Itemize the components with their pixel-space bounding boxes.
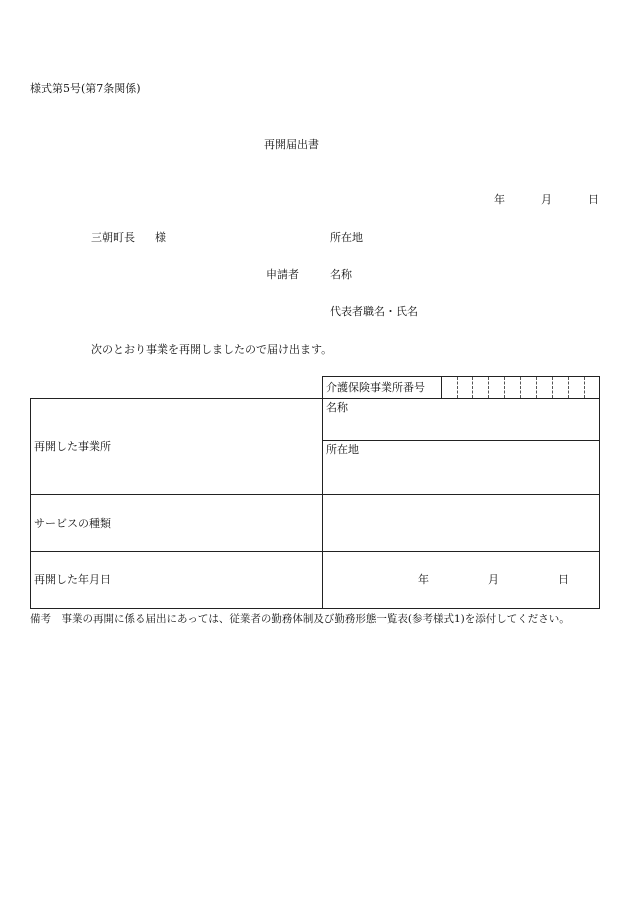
table-line-right: [599, 376, 600, 609]
table-line-insurance-label-end: [441, 376, 442, 399]
table-line-middle: [322, 376, 323, 609]
table-line-name-address: [322, 440, 600, 441]
table-line-top-insurance: [322, 376, 600, 377]
digit-divider: [504, 377, 505, 398]
table-line-top-main: [30, 398, 600, 399]
digit-divider: [584, 377, 585, 398]
reopened-office-label: 再開した事業所: [34, 440, 111, 453]
applicant-name-label: 名称: [330, 268, 352, 281]
digit-divider: [536, 377, 537, 398]
digit-divider: [520, 377, 521, 398]
remarks: 備考 事業の再開に係る届出にあっては、従業者の勤務体制及び勤務形態一覧表(参考様式1)を添付してください。: [30, 613, 570, 625]
reopen-date-label: 再開した年月日: [34, 573, 111, 586]
applicant-address-label: 所在地: [330, 231, 363, 244]
digit-divider: [552, 377, 553, 398]
reopen-date-year-label: 年: [418, 573, 429, 586]
statement: 次のとおり事業を再開しましたので届け出ます。: [91, 343, 333, 356]
office-name-label: 名称: [326, 401, 348, 414]
digit-divider: [457, 377, 458, 398]
applicant-label: 申請者: [266, 268, 299, 281]
insurance-number-label: 介護保険事業所番号: [326, 381, 425, 394]
reopen-date-day-label: 日: [558, 573, 569, 586]
table-line-bottom: [30, 608, 600, 609]
service-type-label: サービスの種類: [34, 517, 111, 530]
digit-divider: [568, 377, 569, 398]
date-year-label: 年: [494, 193, 505, 206]
addressee-name: 三朝町長: [91, 231, 135, 244]
reopen-date-month-label: 月: [488, 573, 499, 586]
digit-divider: [472, 377, 473, 398]
applicant-representative-label: 代表者職名・氏名: [330, 305, 418, 318]
addressee-honorific: 様: [155, 231, 166, 244]
document-title: 再開届出書: [264, 138, 319, 151]
office-address-label: 所在地: [326, 443, 359, 456]
date-month-label: 月: [541, 193, 552, 206]
date-day-label: 日: [588, 193, 599, 206]
table-line-office-service: [30, 494, 600, 495]
form-table: [30, 376, 600, 609]
table-line-service-date: [30, 551, 600, 552]
digit-divider: [488, 377, 489, 398]
form-number: 様式第5号(第7条関係): [30, 82, 141, 95]
table-line-left: [30, 398, 31, 609]
